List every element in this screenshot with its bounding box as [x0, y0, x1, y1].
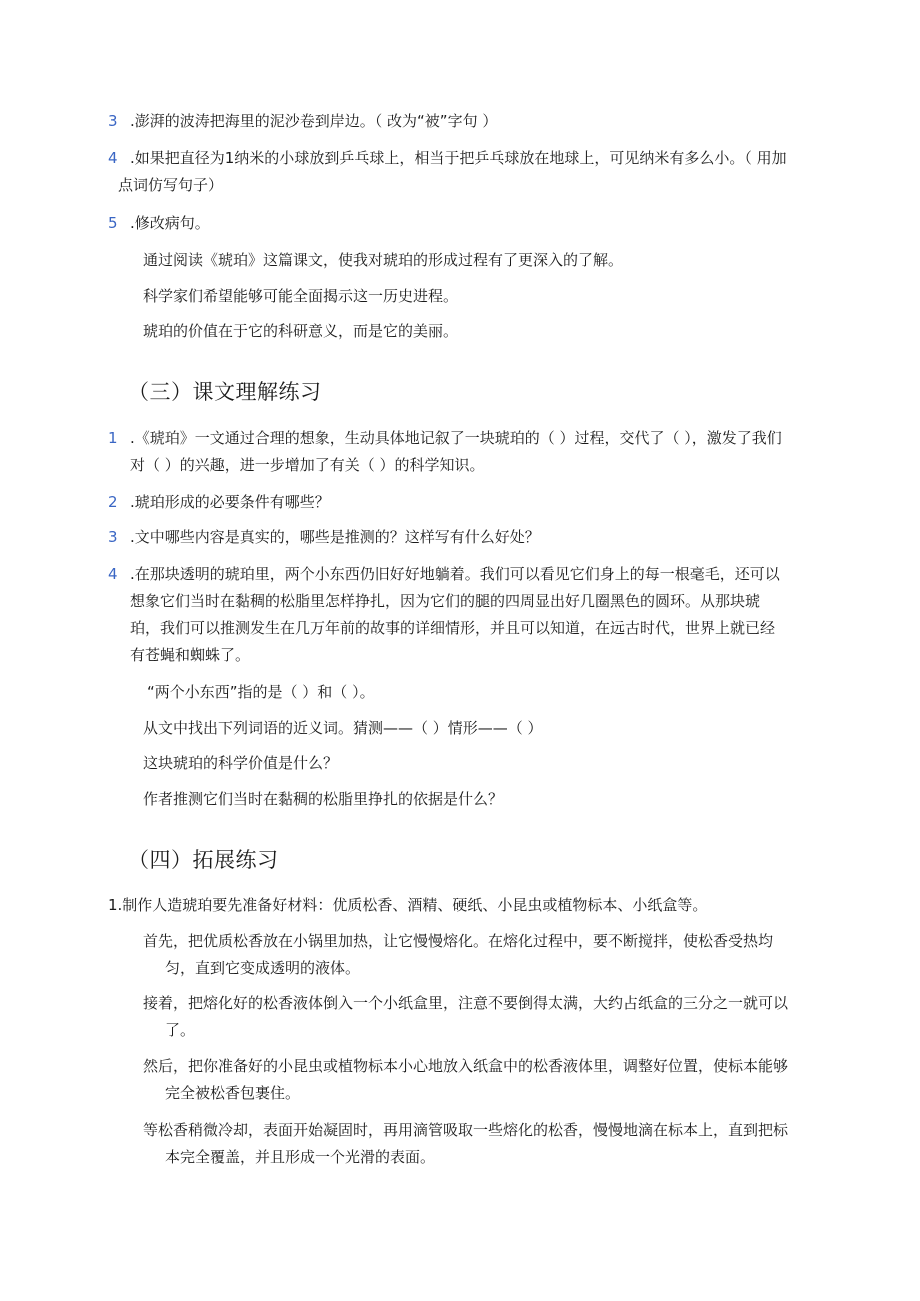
- s3-q4-sub-2: 从文中找出下列词语的近义词。猜测——（ ）情形——（ ）: [143, 719, 543, 737]
- step-line1: 首先，把优质松香放在小锅里加热，让它慢慢熔化。在熔化过程中，要不断搅拌，使松香受热均: [143, 932, 774, 950]
- question-text-line1: .《琥珀》一文通过合理的想象，生动具体地记叙了一块琥珀的（ ）过程，交代了（ ），激发了我们: [130, 429, 782, 447]
- sick-sentence-3: 琥珀的价值在于它的科研意义，而是它的美丽。: [143, 322, 459, 340]
- passage-line4: 有苍蝇和蜘蛛了。: [130, 646, 251, 664]
- s3-question-4: [108, 561, 828, 669]
- question-4: [108, 145, 828, 199]
- step-line2: 匀，直到它变成透明的液体。: [165, 959, 361, 977]
- question-3: [108, 108, 497, 135]
- s3-question-3: [108, 524, 540, 551]
- question-5: [108, 210, 210, 237]
- question-number: 3: [108, 528, 118, 546]
- question-number: 1: [108, 429, 118, 447]
- s4-step-2: [143, 990, 823, 1044]
- s3-q4-sub-1: “两个小东西”指的是（ ）和（ ）。: [147, 683, 375, 701]
- step-line1: 然后，把你准备好的小昆虫或植物标本小心地放入纸盒中的松香液体里，调整好位置，使标本能够: [143, 1057, 789, 1075]
- step-line2: 了。: [165, 1021, 196, 1039]
- step-line2: 完全被松香包裹住。: [165, 1084, 301, 1102]
- question-number: 3: [108, 112, 118, 130]
- s4-step-1: [143, 928, 823, 982]
- passage-line3: 珀，我们可以推测发生在几万年前的故事的详细情形，并且可以知道，在远古时代，世界上就已经: [130, 619, 776, 637]
- question-text: .琥珀形成的必要条件有哪些？: [130, 493, 330, 511]
- passage-line1: .在那块透明的琥珀里，两个小东西仍旧好好地躺着。我们可以看见它们身上的每一根毫毛，还可以: [130, 565, 780, 583]
- s3-question-1: [108, 425, 828, 479]
- s3-q4-sub-3: 这块琥珀的科学价值是什么？: [143, 754, 339, 772]
- question-number: 4: [108, 149, 118, 167]
- sick-sentence-2: 科学家们希望能够可能全面揭示这一历史进程。: [143, 287, 459, 305]
- s4-intro: 1.制作人造琥珀要先准备好材料：优质松香、酒精、硬纸、小昆虫或植物标本、小纸盒等。: [108, 896, 708, 914]
- s4-step-4: [143, 1117, 823, 1171]
- s3-question-2: [108, 489, 330, 516]
- question-text-line2: 点词仿写句子）: [118, 176, 224, 194]
- question-text-line2: 对（ ）的兴趣，进一步增加了有关（ ）的科学知识。: [130, 456, 485, 474]
- question-text-line1: .如果把直径为1纳米的小球放到乒乓球上，相当于把乒乓球放在地球上，可见纳米有多么小。（ 用加: [130, 149, 787, 167]
- question-number: 4: [108, 565, 118, 583]
- step-line1: 等松香稍微冷却，表面开始凝固时，再用滴管吸取一些熔化的松香，慢慢地滴在标本上，直到把标: [143, 1121, 789, 1139]
- step-line1: 接着，把熔化好的松香液体倒入一个小纸盒里，注意不要倒得太满，大约占纸盒的三分之一就可以: [143, 994, 789, 1012]
- section-4-title: （四）拓展练习: [128, 848, 279, 872]
- question-text: .文中哪些内容是真实的，哪些是推测的？这样写有什么好处？: [130, 528, 540, 546]
- question-number: 2: [108, 493, 118, 511]
- passage-line2: 想象它们当时在黏稠的松脂里怎样挣扎，因为它们的腿的四周显出好几圈黑色的圆环。从那块琥: [130, 592, 761, 610]
- question-text: .修改病句。: [130, 214, 210, 232]
- s4-step-3: [143, 1053, 823, 1107]
- question-text: .澎湃的波涛把海里的泥沙卷到岸边。（ 改为“被”字句 ）: [130, 112, 498, 130]
- question-number: 5: [108, 214, 118, 232]
- sick-sentence-1: 通过阅读《琥珀》这篇课文，使我对琥珀的形成过程有了更深入的了解。: [143, 251, 624, 269]
- section-3-title: （三）课文理解练习: [128, 380, 322, 404]
- step-line2: 本完全覆盖，并且形成一个光滑的表面。: [165, 1148, 436, 1166]
- s3-q4-sub-4: 作者推测它们当时在黏稠的松脂里挣扎的依据是什么？: [143, 790, 504, 808]
